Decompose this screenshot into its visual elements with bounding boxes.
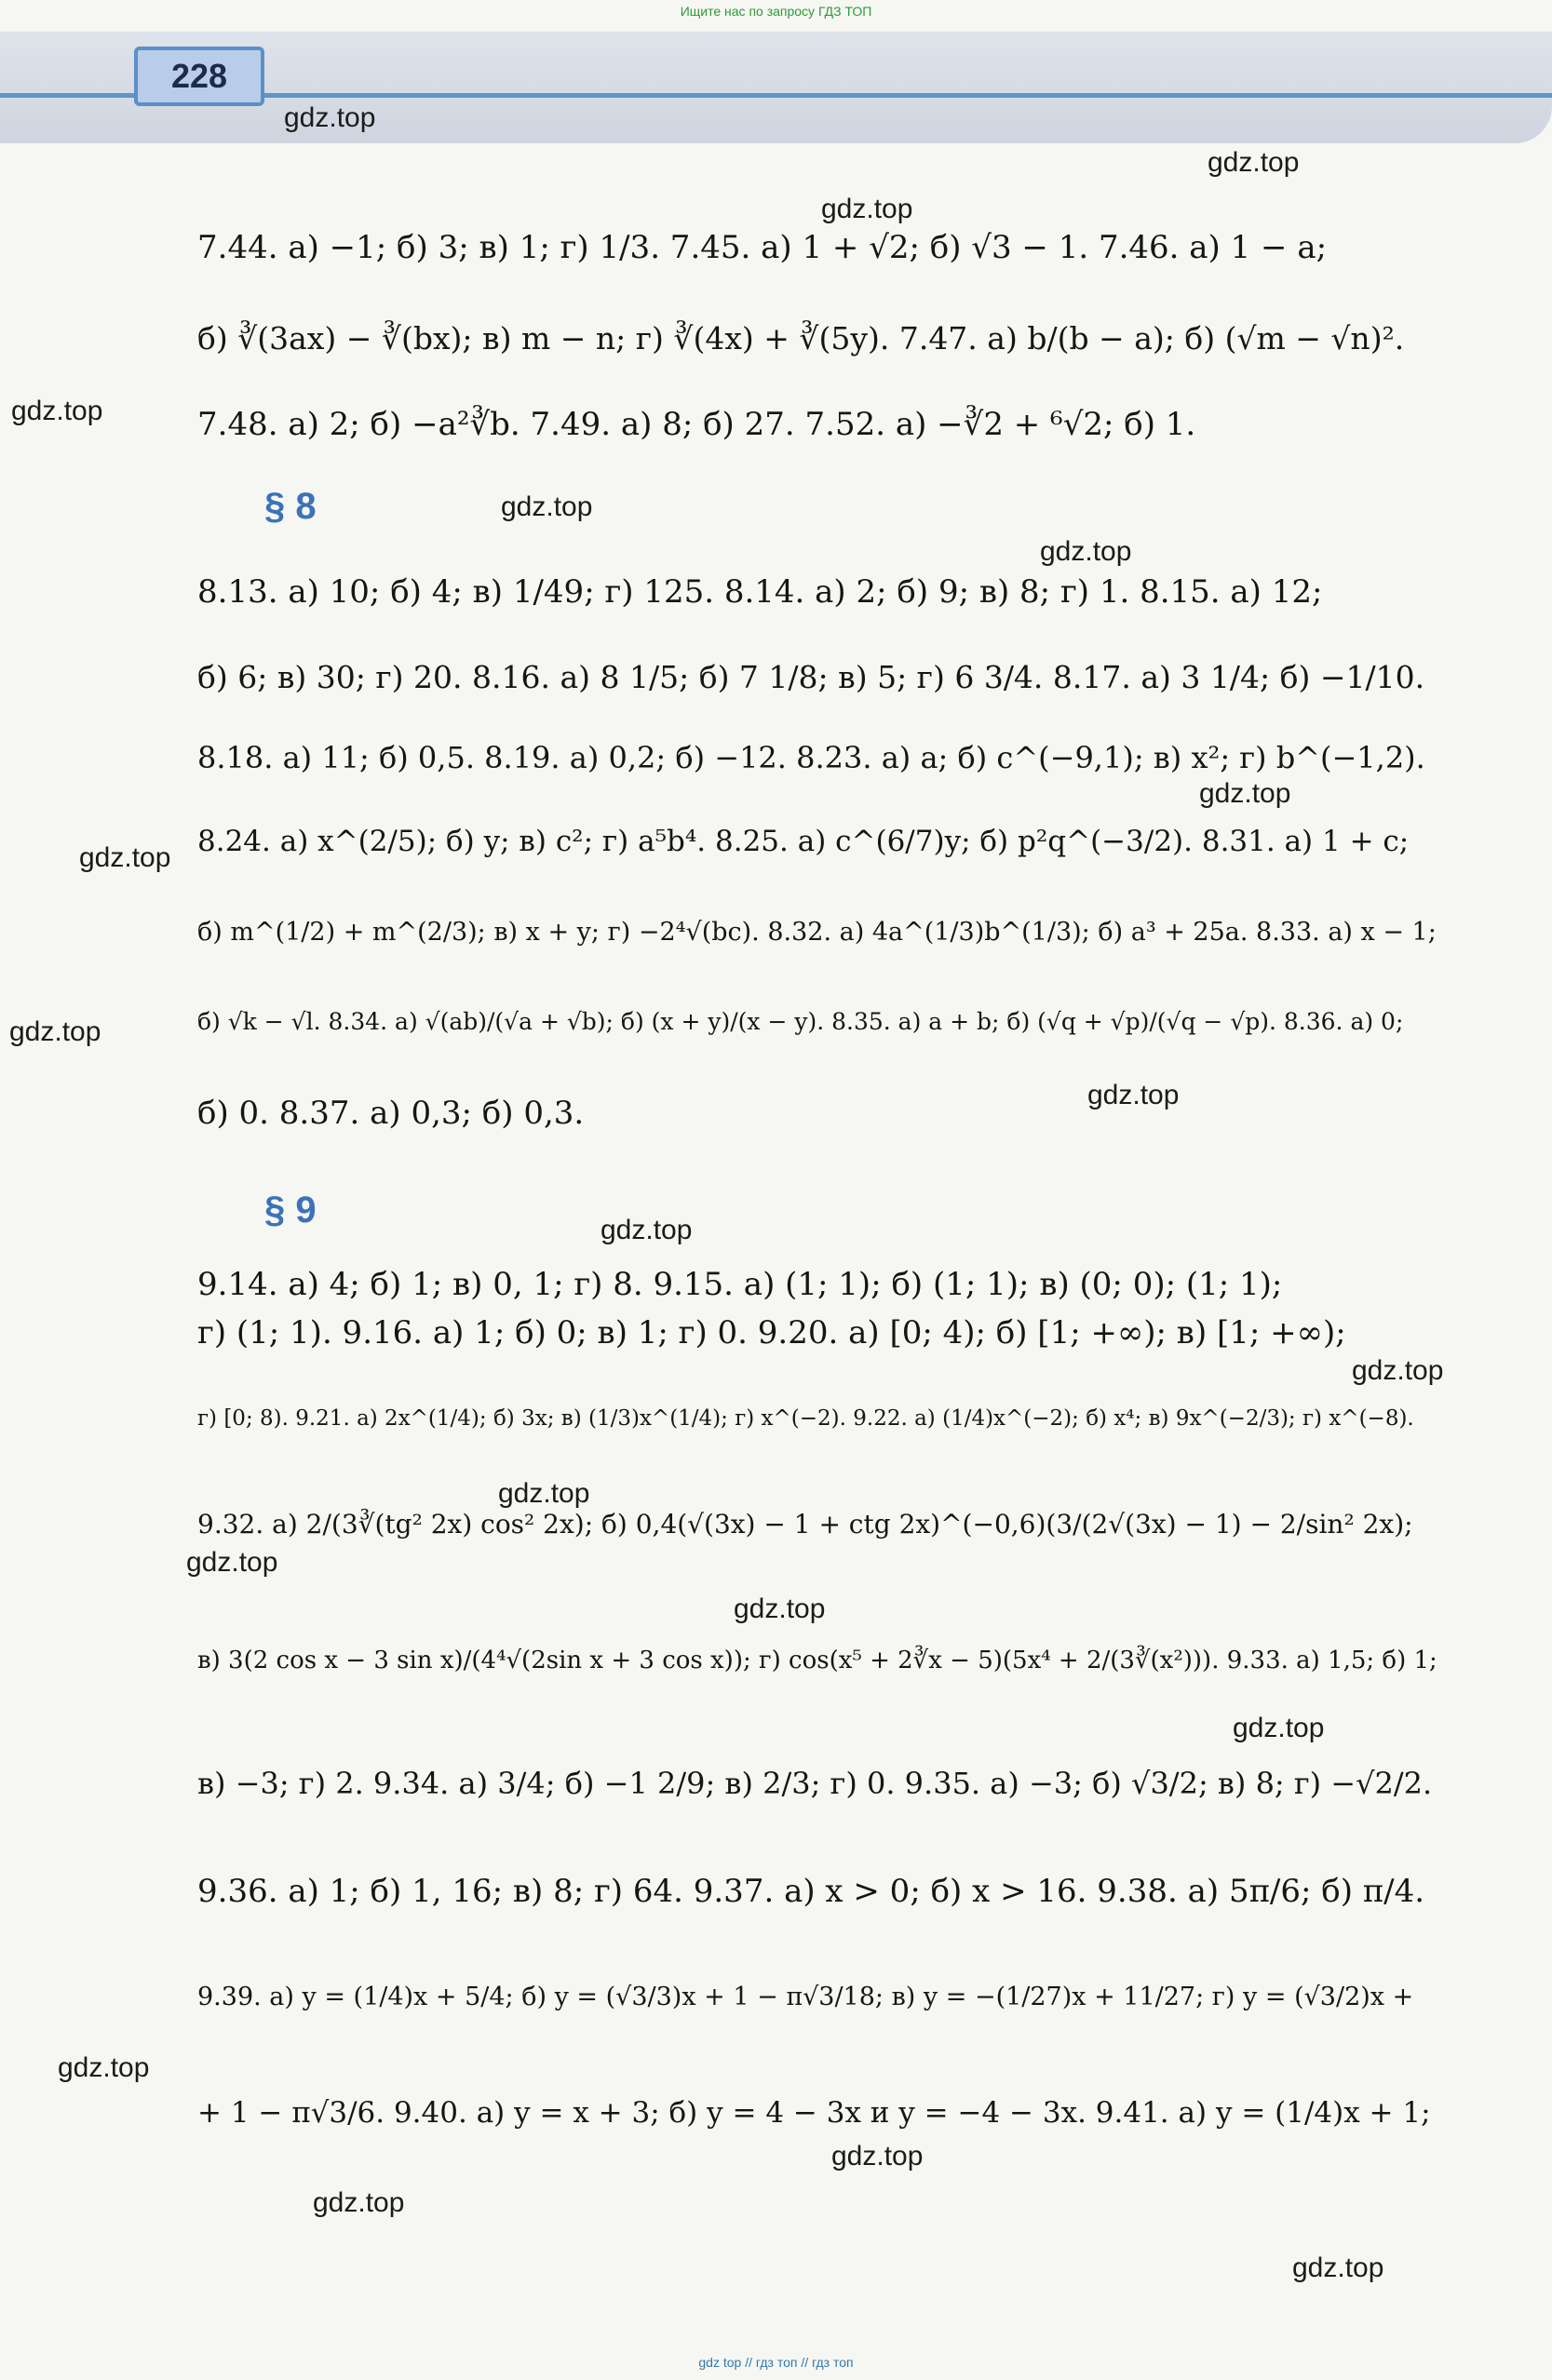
watermark: gdz.top (1208, 147, 1300, 178)
watermark: gdz.top (1087, 1080, 1180, 1110)
section-heading: § 9 (264, 1190, 317, 1230)
answer-line: в) −3; г) 2. 9.34. а) 3/4; б) −1 2/9; в) 2/3; г) 0. 9.35. а) −3; б) √3/2; в) 8; г) −√2/2. (197, 1766, 1433, 1801)
watermark: gdz.top (1040, 536, 1132, 567)
answer-line: 9.14. а) 4; б) 1; в) 0, 1; г) 8. 9.15. а) (1; 1); б) (1; 1); в) (0; 0); (1; 1); (197, 1266, 1283, 1303)
watermark: gdz.top (831, 2141, 924, 2172)
watermark: gdz.top (821, 194, 913, 224)
watermark: gdz.top (601, 1215, 693, 1245)
answer-line: 9.32. а) 2/(3∛(tg² 2x) cos² 2x); б) 0,4(√(3x) − 1 + ctg 2x)^(−0,6)(3/(2√(3x) − 1) − 2/sin² 2x); (197, 1509, 1413, 1540)
watermark: gdz.top (1352, 1355, 1444, 1386)
watermark: gdz.top (1199, 778, 1291, 809)
section-heading: § 8 (264, 486, 317, 527)
answer-line: + 1 − π√3/6. 9.40. а) y = x + 3; б) y = 4 − 3x и y = −4 − 3x. 9.41. а) y = (1/4)x + 1; (197, 2096, 1431, 2130)
answer-line: б) 6; в) 30; г) 20. 8.16. а) 8 1/5; б) 7 1/8; в) 5; г) 6 3/4. 8.17. а) 3 1/4; б) −1/10. (197, 659, 1425, 695)
answer-line: г) (1; 1). 9.16. а) 1; б) 0; в) 1; г) 0. 9.20. а) [0; 4); б) [1; +∞); в) [1; +∞); (197, 1314, 1346, 1351)
answer-line: б) √k − √l. 8.34. а) √(ab)/(√a + √b); б) (x + y)/(x − y). 8.35. а) a + b; б) (√q + √p)/(√q − √p). 8.36. а) 0; (197, 1008, 1404, 1035)
page-number: 228 (134, 47, 264, 106)
watermark: gdz.top (284, 102, 376, 133)
watermark: gdz.top (186, 1547, 278, 1578)
bottom-note: gdz top // гдз топ // гдз топ (698, 2355, 854, 2370)
answer-line: 8.18. а) 11; б) 0,5. 8.19. а) 0,2; б) −12. 8.23. а) a; б) c^(−9,1); в) x²; г) b^(−1,2). (197, 740, 1425, 775)
watermark: gdz.top (1292, 2252, 1384, 2283)
watermark: gdz.top (79, 842, 171, 873)
answer-line: 7.48. а) 2; б) −a²∛b. 7.49. а) 8; б) 27. 7.52. а) −∛2 + ⁶√2; б) 1. (197, 406, 1196, 443)
watermark: gdz.top (58, 2052, 150, 2083)
watermark: gdz.top (498, 1478, 590, 1509)
watermark: gdz.top (734, 1593, 826, 1624)
answer-line: б) ∛(3ax) − ∛(bx); в) m − n; г) ∛(4x) + ∛(5y). 7.47. а) b/(b − a); б) (√m − √n)². (197, 320, 1405, 356)
answer-line: б) m^(1/2) + m^(2/3); в) x + y; г) −2⁴√(bc). 8.32. а) 4a^(1/3)b^(1/3); б) a³ + 25a. 8.33. а) x − 1; (197, 918, 1437, 947)
answer-line: 9.39. а) y = (1/4)x + 5/4; б) y = (√3/3)x + 1 − π√3/18; в) y = −(1/27)x + 11/27; г) y = (√3/2)x + (197, 1983, 1414, 2011)
watermark: gdz.top (1233, 1713, 1325, 1743)
answer-line: г) [0; 8). 9.21. а) 2x^(1/4); б) 3x; в) (1/3)x^(1/4); г) x^(−2). 9.22. а) (1/4)x^(−2); б) x⁴; в) 9x^(−2/3); г) x^(−8). (197, 1406, 1414, 1431)
watermark: gdz.top (9, 1016, 101, 1047)
answer-line: 8.24. а) x^(2/5); б) y; в) c²; г) a⁵b⁴. 8.25. а) c^(6/7)y; б) p²q^(−3/2). 8.31. а) 1 + c; (197, 825, 1410, 858)
answer-line: в) 3(2 cos x − 3 sin x)/(4⁴√(2sin x + 3 cos x)); г) cos(x⁵ + 2∛x − 5)(5x⁴ + 2/(3∛(x²))). 9.33. а) 1,5; б) 1; (197, 1647, 1437, 1674)
top-note: Ищите нас по запросу ГДЗ ТОП (680, 4, 872, 19)
watermark: gdz.top (501, 491, 593, 522)
answer-line: 9.36. а) 1; б) 1, 16; в) 8; г) 64. 9.37. а) x > 0; б) x > 16. 9.38. а) 5π/6; б) π/4. (197, 1873, 1425, 1910)
watermark: gdz.top (11, 396, 103, 426)
watermark: gdz.top (313, 2187, 405, 2218)
answer-line: б) 0. 8.37. а) 0,3; б) 0,3. (197, 1095, 585, 1132)
answer-line: 8.13. а) 10; б) 4; в) 1/49; г) 125. 8.14. а) 2; б) 9; в) 8; г) 1. 8.15. а) 12; (197, 573, 1323, 611)
answer-line: 7.44. а) −1; б) 3; в) 1; г) 1/3. 7.45. а) 1 + √2; б) √3 − 1. 7.46. а) 1 − a; (197, 229, 1328, 266)
